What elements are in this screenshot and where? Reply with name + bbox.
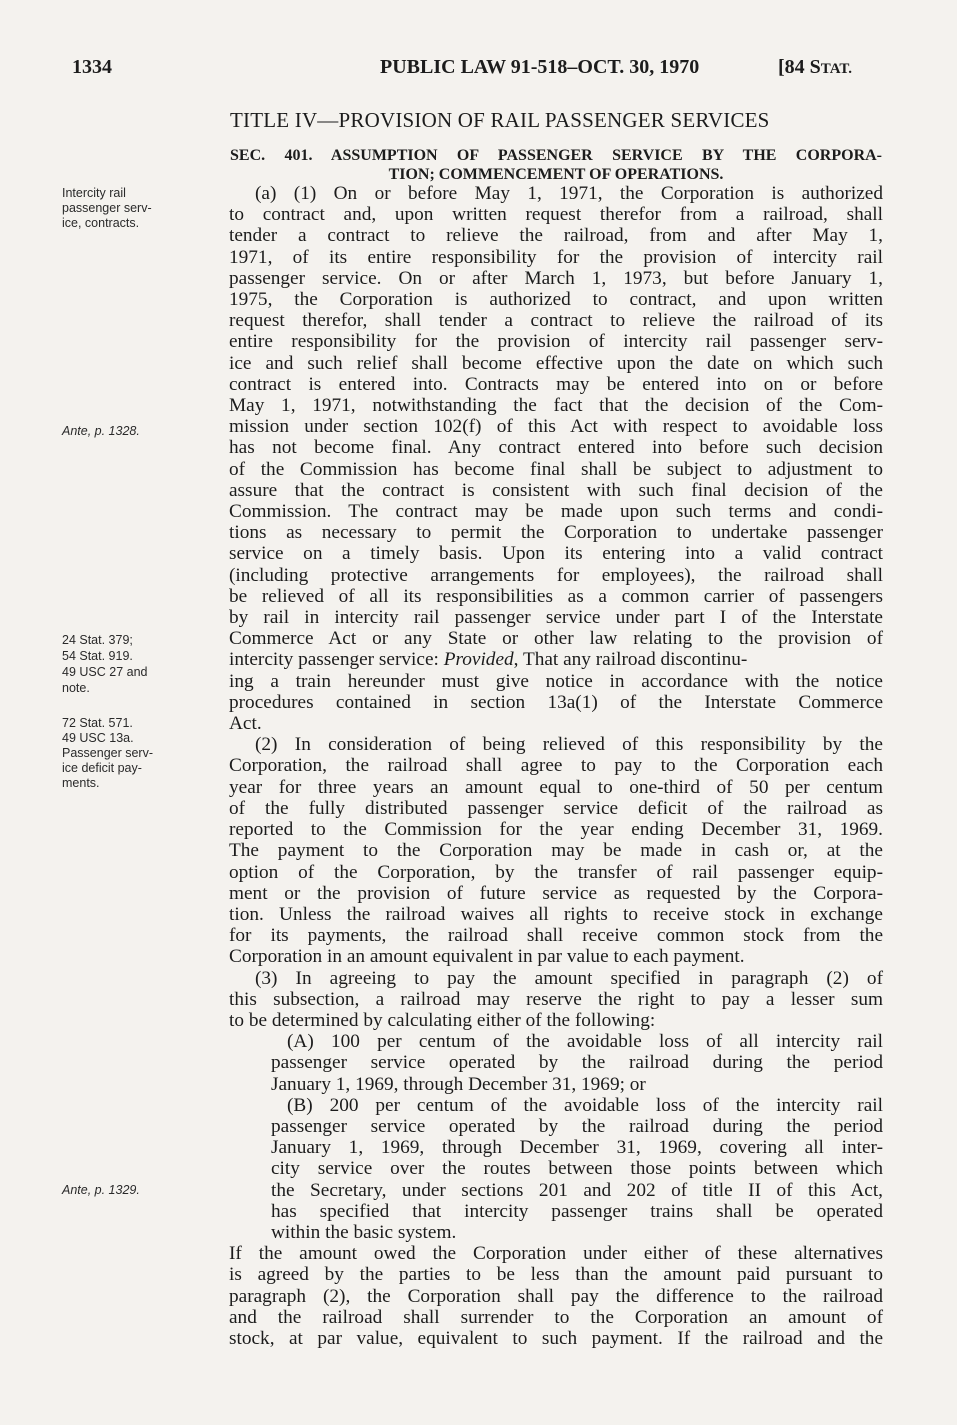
page-number: 1334 [72, 56, 112, 78]
section-heading-line1: SEC. 401. ASSUMPTION OF PASSENGER SERVICE BY THE CORPORA- [230, 147, 882, 164]
body-line-part: intercity passenger service: [229, 649, 444, 671]
margin-note-contracts [62, 186, 212, 231]
volume-prefix: [84 S [778, 56, 821, 78]
margin-note-line: 49 USC 13a. [62, 731, 134, 745]
volume-suffix: TAT. [820, 61, 853, 77]
body-line: stock, at par value, equivalent to such payment. If the railroad and the [229, 1327, 883, 1349]
body-line: Commerce Act or any State or other law relating to the provision of [229, 628, 883, 650]
body-line: tion. Unless the railroad waives all rights to receive stock in exchange [229, 903, 883, 925]
body-line: Act. [229, 713, 262, 735]
section-body [229, 183, 883, 1349]
body-line: Commission. The contract may be made upon such terms and condi- [229, 501, 883, 523]
body-line: May 1, 1971, notwithstanding the fact that the decision of the Com- [229, 395, 883, 417]
body-line: has specified that intercity passenger trains shall be operated [271, 1200, 883, 1222]
body-line: by rail in intercity rail passenger service under part I of the Interstate [229, 607, 883, 629]
margin-note-line: 24 Stat. 379; [62, 633, 133, 647]
body-line: (2) In consideration of being relieved of this responsibility by the [255, 734, 883, 756]
margin-note-ante-1329: Ante, p. 1329. [62, 1183, 140, 1197]
margin-note-line: ice, contracts. [62, 216, 140, 230]
body-line: reported to the Commission for the year ending December 31, 1969. [229, 819, 883, 841]
body-line: and the railroad shall surrender to the Corporation an amount of [229, 1306, 883, 1328]
body-line: passenger service operated by the railroad during the period [271, 1052, 883, 1074]
margin-note-line: 54 Stat. 919. [62, 649, 133, 663]
body-line: ment or the provision of future service as requested by the Corpora- [229, 882, 883, 904]
body-line: passenger service. On or after March 1, 1973, but before January 1, [229, 267, 883, 289]
body-line: within the basic system. [271, 1221, 457, 1243]
body-line: tions as necessary to permit the Corporation to undertake passenger [229, 522, 883, 544]
body-line: 1975, the Corporation is authorized to contract, and upon written [229, 289, 883, 311]
body-line: mission under section 102(f) of this Act with respect to avoidable loss [229, 416, 883, 438]
body-line-part: , That any railroad discontinu- [513, 649, 748, 671]
volume-citation [778, 56, 852, 79]
section-heading [230, 146, 882, 184]
body-line: request therefor, shall tender a contract to relieve the railroad of its [229, 310, 883, 332]
margin-note-ante-1328: Ante, p. 1328. [62, 424, 140, 438]
body-line-provided [229, 649, 883, 670]
body-line: year for three years an amount equal to one-third of 50 per centum [229, 776, 883, 798]
body-line: is agreed by the parties to be less than the amount paid pursuant to [229, 1264, 883, 1286]
margin-note-stat-refs [62, 632, 212, 696]
margin-note-line: 49 USC 27 and [62, 665, 148, 679]
body-line: (B) 200 per centum of the avoidable loss of the intercity rail [287, 1094, 883, 1116]
body-line: this subsection, a railroad may reserve the right to pay a lesser sum [229, 988, 883, 1010]
body-line: procedures contained in section 13a(1) of the Interstate Commerce [229, 691, 883, 713]
body-line: for its payments, the railroad shall receive common stock from the [229, 925, 883, 947]
body-line: ice and such relief shall become effective upon the date on which such [229, 352, 883, 374]
body-line: (including protective arrangements for employees), the railroad shall [229, 564, 883, 586]
body-line: assure that the contract is consistent with such final decision of the [229, 479, 883, 501]
body-line: has not become final. Any contract entered into before such decision [229, 437, 883, 459]
margin-note-line: ments. [62, 776, 100, 790]
body-line: option of the Corporation, by the transfer of rail passenger equip- [229, 861, 883, 883]
body-line: entire responsibility for the provision of intercity rail passenger serv- [229, 331, 883, 353]
body-line: be relieved of all its responsibilities as a common carrier of passengers [229, 585, 883, 607]
provided-italic: Provided [443, 649, 514, 671]
margin-note-stat-refs-2 [62, 716, 212, 791]
body-line: tender a contract to relieve the railroad, from and after May 1, [229, 225, 883, 247]
body-line: (A) 100 per centum of the avoidable loss of all intercity rail [287, 1031, 883, 1053]
body-line: (a) (1) On or before May 1, 1971, the Corporation is authorized [255, 183, 883, 204]
title-heading: TITLE IV—PROVISION OF RAIL PASSENGER SERVICES [230, 108, 770, 132]
body-line: If the amount owed the Corporation under either of these alternatives [229, 1243, 883, 1265]
running-head-title: PUBLIC LAW 91-518–OCT. 30, 1970 [380, 56, 700, 78]
body-line: paragraph (2), the Corporation shall pay the difference to the railroad [229, 1285, 883, 1307]
body-line: ing a train hereunder must give notice in accordance with the notice [229, 670, 883, 692]
body-line: January 1, 1969, through December 31, 1969, covering all inter- [271, 1137, 883, 1159]
margin-note-line: note. [62, 681, 90, 695]
body-line: city service over the routes between those points between which [271, 1158, 883, 1180]
body-line: contract is entered into. Contracts may be entered into on or before [229, 373, 883, 395]
body-line: The payment to the Corporation may be made in cash or, at the [229, 840, 883, 862]
body-line: service on a timely basis. Upon its entering into a valid contract [229, 543, 883, 565]
margin-note-line: Passenger serv- [62, 746, 154, 760]
body-line: the Secretary, under sections 201 and 202 of title II of this Act, [271, 1179, 883, 1201]
margin-note-line: 72 Stat. 571. [62, 716, 133, 730]
margin-note-line: ice deficit pay- [62, 761, 142, 775]
margin-note-line: passenger serv- [62, 201, 152, 215]
margin-note-line: Intercity rail [62, 186, 126, 200]
section-heading-line2: TION; COMMENCEMENT OF OPERATIONS. [388, 166, 724, 183]
body-line: 1971, of its entire responsibility for the provision of intercity rail [229, 246, 883, 268]
body-line: (3) In agreeing to pay the amount specified in paragraph (2) of [255, 967, 883, 989]
body-line: January 1, 1969, through December 31, 1969; or [271, 1073, 646, 1095]
body-line: to contract and, upon written request therefor from a railroad, shall [229, 204, 883, 226]
body-line: of the Commission has become final shall be subject to adjustment to [229, 458, 883, 480]
body-line: of the fully distributed passenger service deficit of the railroad as [229, 797, 883, 819]
body-line: passenger service operated by the railroad during the period [271, 1115, 883, 1137]
body-line: Corporation in an amount equivalent in par value to each payment. [229, 946, 745, 968]
body-line: Corporation, the railroad shall agree to pay to the Corporation each [229, 755, 883, 777]
body-line: to be determined by calculating either of the following: [229, 1009, 656, 1031]
